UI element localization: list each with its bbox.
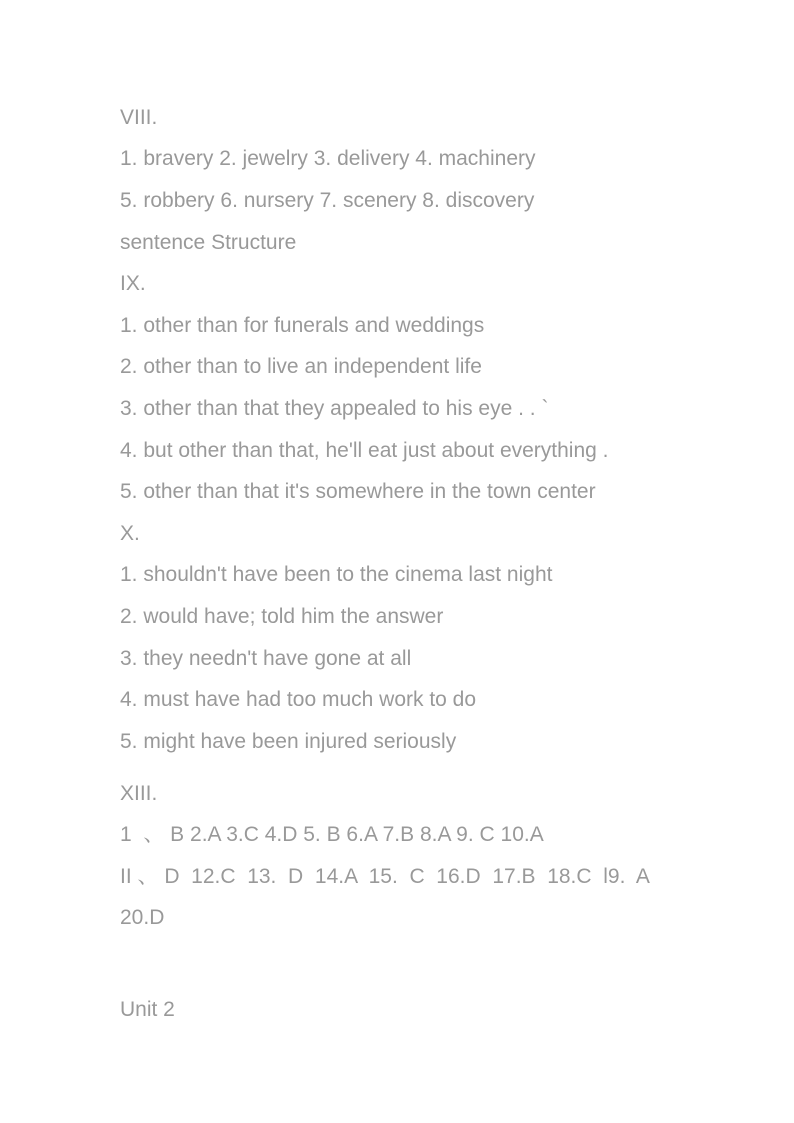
section-x-heading: X. (120, 522, 140, 545)
section-ix-line-5: 5. other than that it's somewhere in the town center (120, 480, 596, 503)
section-viii-line-1: 1. bravery 2. jewelry 3. delivery 4. machinery (120, 147, 536, 170)
section-xiii-line-1: 1 、 B 2.A 3.C 4.D 5. B 6.A 7.B 8.A 9. C 10.A (120, 823, 544, 846)
section-x-line-2: 2. would have; told him the answer (120, 605, 444, 628)
section-ix-line-3: 3. other than that they appealed to his eye . . ` (120, 397, 549, 420)
section-ix-heading: IX. (120, 272, 146, 295)
section-xiii-line-3: 20.D (120, 906, 165, 929)
section-x-line-5: 5. might have been injured seriously (120, 730, 457, 753)
section-x-line-1: 1. shouldn't have been to the cinema last night (120, 563, 553, 586)
section-ix-line-4: 4. but other than that, he'll eat just about everything . (120, 439, 609, 462)
unit-heading: Unit 2 (120, 998, 175, 1021)
section-x-line-4: 4. must have had too much work to do (120, 688, 477, 711)
section-ix-line-2: 2. other than to live an independent life (120, 355, 482, 378)
section-xiii-heading: XIII. (120, 782, 158, 805)
section-viii-heading: VIII. (120, 106, 158, 129)
section-xiii-line-2: II 、 D 12.C 13. D 14.A 15. C 16.D 17.B 18.C l9. A (120, 865, 650, 888)
section-viii-line-2: 5. robbery 6. nursery 7. scenery 8. discovery (120, 189, 535, 212)
section-ix-line-1: 1. other than for funerals and weddings (120, 314, 485, 337)
sentence-structure-heading: sentence Structure (120, 231, 297, 254)
section-x-line-3: 3. they needn't have gone at all (120, 647, 412, 670)
